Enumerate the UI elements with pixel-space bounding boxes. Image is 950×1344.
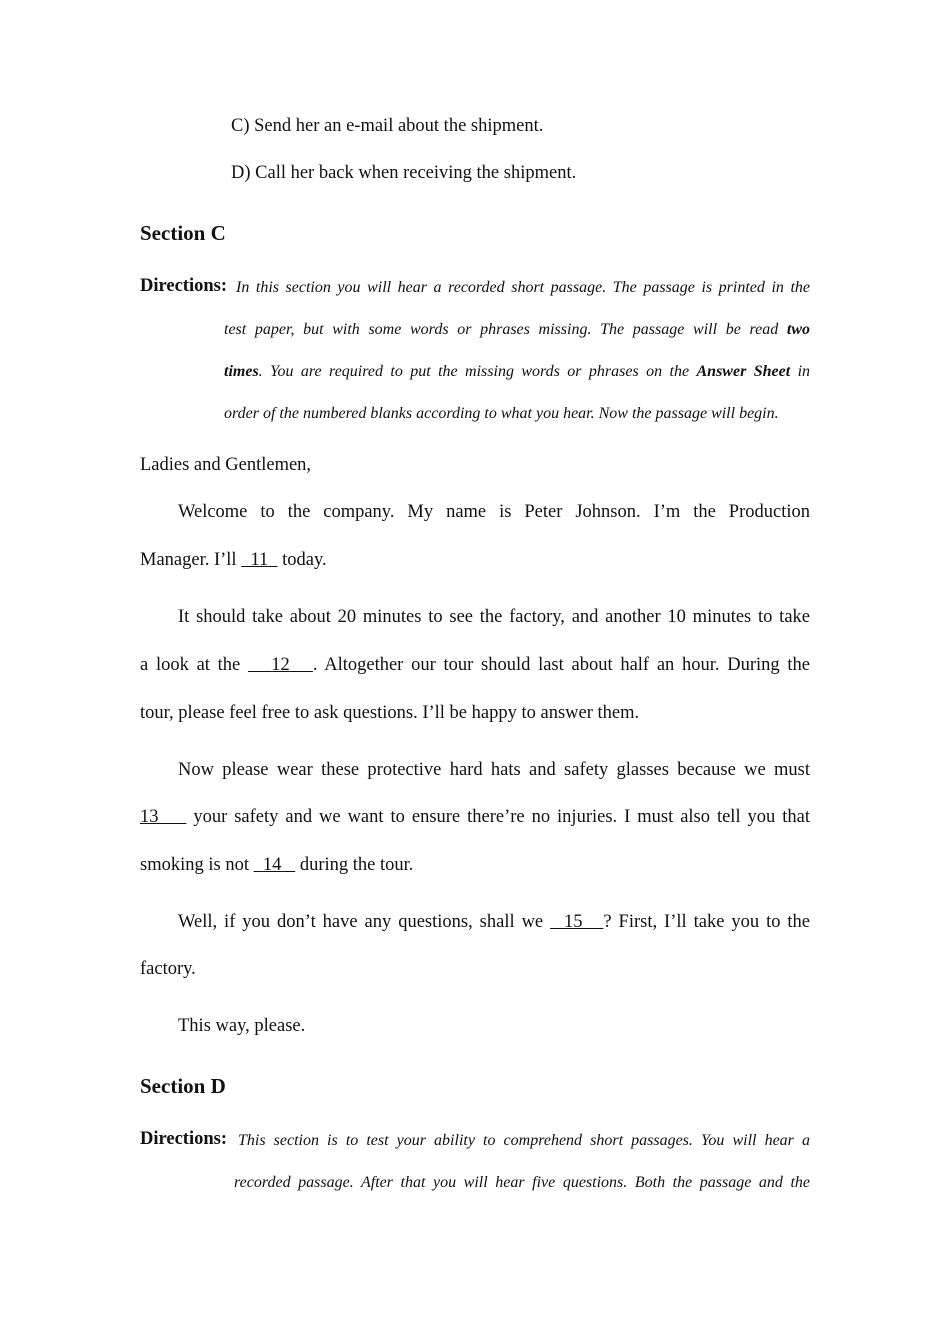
dir-text: . You are required to put the missing words or phrases on the [258,363,690,380]
passage-p3-line-2 [140,807,810,828]
text: smoking is not [140,855,249,875]
passage-p5: This way, please. [178,1016,306,1036]
blank-14 [254,855,296,875]
passage-p2-line-3: tour, please feel free to ask questions. I’ll be happy to answer them. [140,703,640,723]
section-c-directions-line-4: order of the numbered blanks according to what you hear. Now the passage will begin. [224,405,779,422]
section-d-directions-label [140,1129,227,1150]
text: today. [282,550,327,570]
blank-number: 13 [140,807,159,827]
section-d-directions-line-1: This section is to test your ability to comprehend short passages. You will hear a [238,1132,810,1149]
text: Well, if you don’t have any questions, shall we [178,912,544,932]
dir-text: in [797,363,811,380]
blank-12 [248,655,313,675]
text: . Altogether our tour should last about half an hour. During the [312,655,811,675]
option-c: C) Send her an e-mail about the shipment. [231,116,544,136]
text: ? First, I’ll take you to the [603,912,811,932]
blank-11 [241,550,277,570]
passage-greeting: Ladies and Gentlemen, [140,455,312,475]
passage-p3-line-1: Now please wear these protective hard hats and safety glasses because we must [178,760,810,780]
section-c-heading: Section C [140,221,226,245]
section-c-directions-line-3 [224,363,810,381]
directions-label: Directions: [140,1129,227,1149]
passage-p2-line-2 [140,655,810,676]
option-d: D) Call her back when receiving the shipment. [231,163,577,183]
blank-number: 11 [250,550,269,570]
passage-p4-line-1 [178,912,810,933]
blank-number: 15 [564,912,583,932]
section-d-heading: Section D [140,1074,226,1098]
section-c-directions-line-1: In this section you will hear a recorded short passage. The passage is printed in the [236,279,810,296]
dir-text: test paper, but with some words or phrases missing. The passage will be read [224,321,779,338]
dir-emphasis: two [786,321,811,338]
passage-p2-line-1: It should take about 20 minutes to see the factory, and another 10 minutes to take [178,607,810,627]
directions-label: Directions: [140,276,227,296]
blank-13 [140,807,186,827]
blank-number: 14 [262,855,282,875]
passage-p3-line-3 [140,855,413,876]
blank-number: 12 [271,655,290,675]
section-c-directions-label [140,276,227,297]
dir-emphasis: Answer Sheet [696,363,791,380]
blank-15 [550,912,603,932]
text: during the tour. [299,855,414,875]
text: your safety and we want to ensure there’re no injuries. I must also tell you that [193,807,811,827]
dir-emphasis: times [224,363,259,380]
text: a look at the [140,655,241,675]
passage-p4-line-2: factory. [140,959,196,979]
text: Manager. I’ll [140,550,237,570]
section-d-directions-line-2: recorded passage. After that you will hear five questions. Both the passage and the [234,1174,810,1191]
passage-p1-line-1: Welcome to the company. My name is Peter Johnson. I’m the Production [178,502,810,522]
passage-p1-line-2 [140,550,327,571]
section-c-directions-line-2 [224,321,810,339]
